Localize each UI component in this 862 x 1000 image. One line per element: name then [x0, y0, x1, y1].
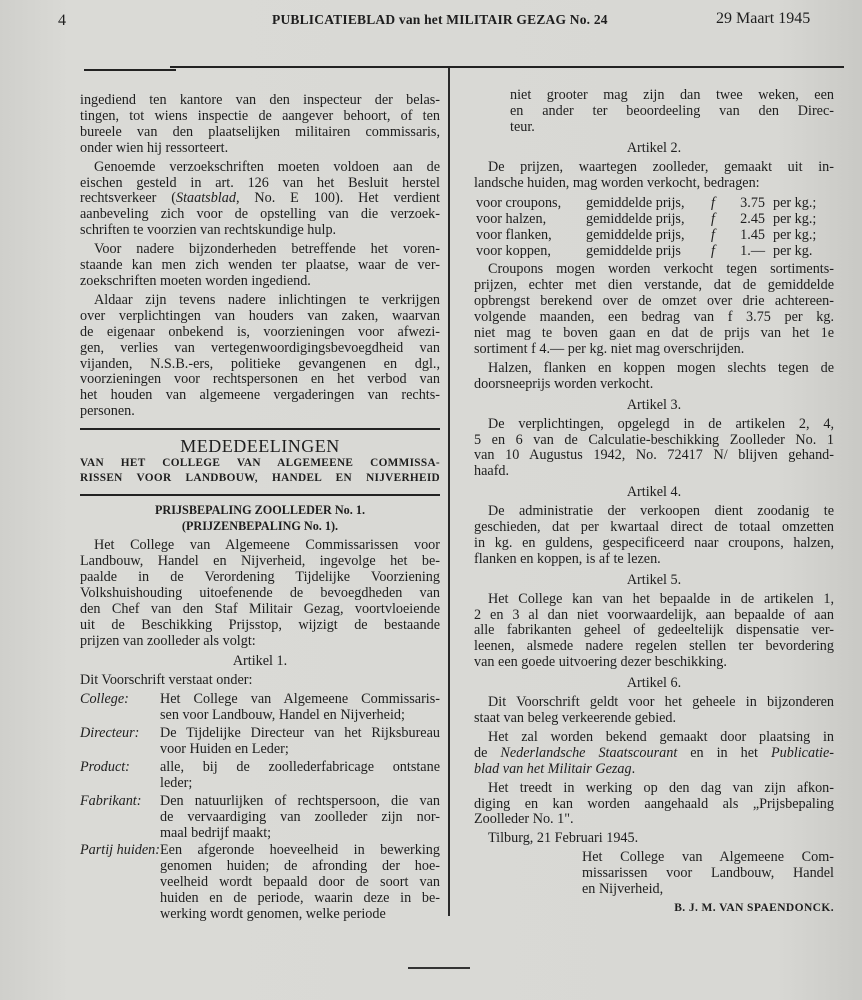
page-number: 4	[58, 12, 66, 29]
text-line: ingediend ten kantore van den inspecteur der belas-	[80, 92, 440, 108]
definition-text	[160, 843, 440, 923]
text-line: staat van beleg verkeerende gebied.	[474, 710, 677, 726]
text-line: aanbeveling zich voor de opstelling van die verzoek-	[80, 206, 440, 223]
text-line: VAN HET COLLEGE VAN ALGEMEENE COMMISSA-	[80, 457, 440, 470]
text-line: prijzen van zoolleder als volgt:	[80, 632, 256, 649]
price-cell: voor croupons,	[476, 195, 562, 212]
definition-text	[160, 760, 440, 792]
text-line: Dit Voorschrift verstaat onder:	[80, 672, 253, 689]
text-segment: en in het	[677, 744, 771, 761]
right-column	[474, 88, 834, 917]
paragraph	[80, 293, 440, 420]
text-line: den Chef van den Staf Militair Gezag, voortvloeiende	[80, 600, 440, 617]
text-line: tingen, tot wiens inspectie de aangever behoort, of ten	[80, 107, 440, 124]
price-cell: 1.45	[740, 227, 765, 244]
article-heading: Artikel 1.	[232, 653, 288, 670]
text-line: onder wien hij ressorteert.	[80, 139, 229, 156]
text-line: alle, bij de zoollederfabricage ontstane	[160, 758, 440, 775]
text-line: Het treedt in werking op den dag van zijn afkon-	[488, 779, 834, 796]
article-heading: Artikel 4.	[626, 484, 682, 501]
text-line: 5 en 6 van de Calculatie-beschikking Zoolleder No. 1	[474, 431, 834, 448]
text-segment: blad van het Militair Gezag	[474, 760, 632, 777]
text-line: Volkshuishouding uitoefenende de bevoegdheden van	[80, 584, 440, 601]
paragraph	[80, 160, 440, 240]
text-line: de eigenaar onbekend is, voorzieningen voor afwezi-	[80, 323, 440, 340]
text-segment: rechtsverkeer (	[80, 190, 177, 207]
text-line	[474, 762, 834, 778]
text-line	[474, 746, 834, 762]
text-line: de vervaardiging van zoolleder zijn nor-	[160, 808, 440, 825]
text-segment: , No. E 100). Het verdient	[235, 190, 440, 207]
text-line	[80, 191, 440, 207]
definition-item	[80, 760, 440, 792]
paragraph	[80, 242, 440, 290]
text-line: Het College van Algemeene Commissaris-	[160, 691, 440, 708]
section-rule	[80, 494, 440, 496]
left-column	[80, 93, 440, 925]
text-line: Het zal worden bekend gemaakt door plaatsing in	[488, 728, 834, 745]
paragraph	[474, 88, 834, 136]
text-line: veelheid wordt bepaald door de soort van	[160, 874, 440, 891]
text-segment: de	[474, 744, 501, 761]
publication-title: PUBLICATIEBLAD van het MILITAIR GEZAG No. 24	[272, 12, 608, 27]
paragraph	[474, 592, 834, 672]
text-line: niet grooter mag zijn dan twee weken, een	[510, 87, 834, 103]
definition-term: Directeur:	[80, 725, 140, 742]
text-line: niet mag te boven gaan en dat de prijs van het 1e	[474, 325, 834, 342]
price-cell: per kg.;	[773, 211, 817, 228]
article-heading: Artikel 2.	[626, 139, 682, 156]
section-rule	[80, 428, 440, 430]
price-cell: gemiddelde prijs,	[586, 227, 685, 244]
text-line: huiden en de periode, waarin deze in be-	[160, 890, 440, 907]
definition-term: Product:	[80, 758, 130, 775]
text-line: RISSEN VOOR LANDBOUW, HANDEL EN NIJVERHEID	[80, 472, 440, 485]
text-line: opbrengst berekend over de omzet over drie achtereen-	[474, 293, 834, 310]
text-line: sen voor Landbouw, Handel en Nijverheid;	[160, 707, 405, 724]
text-line: over verplichtingen van houders van zaken, waarvan	[80, 307, 440, 324]
text-line: schriften te voorzien van rechtskundige hulp.	[80, 222, 337, 239]
price-cell: gemiddelde prijs,	[586, 195, 685, 212]
text-line: en ander ter beoordeeling van den Direc-	[510, 102, 834, 119]
price-cell: 3.75	[740, 195, 765, 212]
regulation-title	[80, 502, 440, 534]
text-line: in kg. en guldens, gespecificeerd naar croupons, halzen,	[474, 534, 834, 551]
price-cell: voor flanken,	[476, 227, 552, 244]
price-cell: per kg.	[773, 243, 813, 260]
definition-item	[80, 843, 440, 923]
text-line: uit de Beschikking Prijsstop, wijzigt de bestaande	[80, 616, 440, 633]
text-line: alle fabrikanten geheel of gedeeltelijk dispensatie ver-	[474, 622, 834, 639]
text-segment: Publicatie-	[770, 744, 834, 761]
text-line: werking wordt genomen, welke periode	[160, 906, 386, 923]
text-line: Het College kan van het bepaalde in de artikelen 1,	[488, 590, 834, 607]
text-line: vijanden, N.S.B.-ers, politieke gevangenen en dgl.,	[80, 355, 440, 372]
text-segment: Nederlandsche Staatscourant	[500, 744, 678, 761]
price-cell: voor koppen,	[476, 243, 551, 260]
text-line: volgende maanden, een bedrag van f 3.75 per kg.	[474, 309, 834, 326]
text-line: missarissen voor Landbouw, Handel	[582, 865, 834, 882]
text-line: De Tijdelijke Directeur van het Rijksbureau	[160, 725, 440, 742]
definition-term: Partij huiden:	[80, 842, 160, 859]
definition-item	[80, 794, 440, 842]
header-rule	[170, 66, 844, 68]
price-cell: per kg.;	[773, 195, 817, 212]
price-cell: gemiddelde prijs,	[586, 211, 685, 228]
paragraph	[474, 695, 834, 727]
text-line: haafd.	[474, 463, 510, 480]
text-line: (PRIJZENBEPALING No. 1).	[181, 519, 339, 534]
definition-term: College:	[80, 691, 129, 708]
paragraph	[474, 730, 834, 778]
text-line: flanken en koppen, is af te lezen.	[474, 550, 661, 567]
text-line: voorzieningen voor rechtspersonen en het verbod van	[80, 371, 440, 388]
paragraph	[80, 93, 440, 157]
price-cell: f	[711, 211, 715, 228]
text-segment: .	[631, 760, 636, 777]
paragraph	[474, 831, 834, 847]
text-line: Halzen, flanken en koppen mogen slechts tegen de	[488, 359, 834, 376]
article-heading: Artikel 6.	[626, 675, 682, 692]
text-line: doorsneeprijs worden verkocht.	[474, 375, 654, 392]
price-cell: f	[711, 227, 715, 244]
signatory-name: B. J. M. VAN SPAENDONCK.	[674, 901, 834, 914]
text-line: voor Huiden en Leder;	[160, 741, 289, 757]
text-line: Genoemde verzoekschriften moeten voldoen aan de	[94, 158, 440, 175]
text-line: van 10 Augustus 1942, No. 72417 N/ blijven gehand-	[474, 447, 834, 464]
text-line: Een afgeronde hoeveelheid in bewerking	[160, 842, 440, 859]
text-line: teur.	[510, 118, 535, 135]
paragraph	[474, 417, 834, 481]
price-cell: f	[711, 243, 715, 260]
text-line: Dit Voorschrift geldt voor het geheele in bijzonderen	[488, 694, 834, 711]
price-cell: voor halzen,	[476, 211, 547, 228]
text-line: maal bedrijf maakt;	[160, 824, 272, 841]
signature-block	[474, 850, 834, 898]
text-line: het houden van algemeene vergaderingen van rechts-	[80, 387, 440, 404]
definition-term: Fabrikant:	[80, 792, 142, 809]
text-line: sortiment f 4.— per kg. niet mag overschrijden.	[474, 340, 745, 357]
text-line: De prijzen, waartegen zoolleder, gemaakt uit in-	[488, 158, 834, 175]
paragraph	[474, 160, 834, 192]
definition-text	[160, 726, 440, 758]
definition-text	[160, 794, 440, 842]
text-line: Zoolleder No. 1".	[474, 811, 574, 828]
paragraph	[474, 262, 834, 357]
text-line: van een goede uitvoering dezer beschikking.	[474, 654, 727, 671]
footer-rule	[408, 967, 470, 969]
text-line: staande kan men zich wenden ter plaatse, waar de ver-	[80, 257, 440, 274]
text-line: personen.	[80, 403, 135, 420]
text-line: Landbouw, Handel en Nijverheid, ingevolge het be-	[80, 553, 440, 570]
text-line: De administratie der verkoopen dient zoodanig te	[488, 503, 834, 520]
text-line: en Nijverheid,	[582, 881, 664, 898]
text-line: De verplichtingen, opgelegd in de artikelen 2, 4,	[488, 415, 834, 432]
text-line: PRIJSBEPALING ZOOLLEDER No. 1.	[154, 503, 366, 518]
text-line: Tilburg, 21 Februari 1945.	[488, 830, 639, 847]
definition-item	[80, 692, 440, 724]
article-heading: Artikel 3.	[626, 396, 682, 413]
section-title: MEDEDEELINGEN	[180, 436, 340, 457]
definition-item	[80, 726, 440, 758]
text-line: Het College van Algemeene Com-	[582, 849, 834, 866]
header-rule-short	[84, 69, 176, 71]
paragraph	[474, 361, 834, 393]
price-cell: 2.45	[740, 211, 765, 228]
text-line: leenen, alsmede nadere regelen stellen ter bevordering	[474, 638, 834, 655]
section-subtitle	[80, 456, 440, 486]
definition-text	[160, 692, 440, 724]
article-heading: Artikel 5.	[626, 571, 682, 588]
price-cell: 1.—	[740, 243, 765, 260]
text-line: 2 en 3 al dan niet voorwaardelijk, aan bepaalde of aan	[474, 606, 834, 623]
text-segment: Staatsblad	[176, 190, 236, 207]
price-cell: f	[711, 195, 715, 212]
text-line: gen, verlies van vertegenwoordigingsbevoegdheid van	[80, 339, 440, 356]
text-line: diging en kan worden aangehaald als „Prijsbepaling	[474, 795, 834, 812]
text-line: eischen gesteld in art. 126 van het Besluit herstel	[80, 174, 440, 191]
paragraph	[474, 504, 834, 568]
paragraph	[80, 538, 440, 649]
publication-date: 29 Maart 1945	[716, 10, 811, 27]
running-header	[0, 8, 862, 38]
text-line: Den natuurlijken of rechtspersoon, die van	[160, 792, 440, 809]
text-line: Voor nadere bijzonderheden betreffende het voren-	[94, 241, 440, 258]
text-line: Het College van Algemeene Commissarissen voor	[94, 537, 440, 554]
column-divider	[448, 68, 450, 916]
price-table	[474, 195, 834, 259]
text-line: zoekschriften moeten worden ingediend.	[80, 272, 311, 289]
text-line: Aldaar zijn tevens nadere inlichtingen te verkrijgen	[94, 291, 440, 308]
text-line: prijzen, echter met dien verstande, dat de gemiddelde	[474, 277, 834, 294]
text-line: genomen huiden; de afronding der hoe-	[160, 858, 440, 875]
text-line: geschieden, dat per kwartaal direct de totaal omzetten	[474, 519, 834, 536]
price-cell: gemiddelde prijs	[586, 243, 681, 260]
text-line: bureele van den plaatselijken militairen commissaris,	[80, 123, 440, 140]
text-line: Croupons mogen worden verkocht tegen sortiments-	[488, 261, 834, 278]
paragraph	[474, 781, 834, 829]
paragraph	[80, 673, 440, 689]
text-line: paalde in de Verordening Tijdelijke Voorziening	[80, 568, 440, 585]
text-line: leder;	[160, 774, 193, 791]
price-cell: per kg.;	[773, 227, 817, 244]
text-line: landsche huiden, mag worden verkocht, bedragen:	[474, 174, 760, 191]
